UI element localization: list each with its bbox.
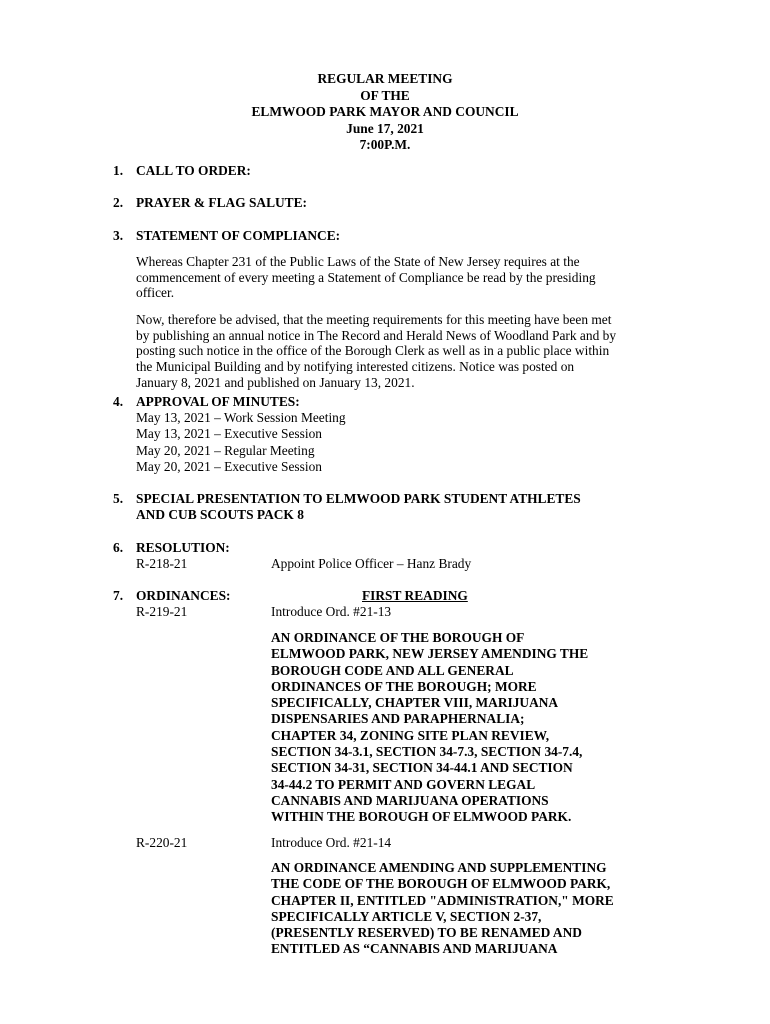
item-7-number: 7. [113, 588, 124, 603]
first-reading-heading: FIRST READING [362, 588, 468, 603]
minutes-entry: May 20, 2021 – Executive Session [136, 458, 322, 474]
ordinance-1-line: WITHIN THE BOROUGH OF ELMWOOD PARK. [271, 809, 572, 825]
compliance-p2-line: January 8, 2021 and published on January 13, 2021. [136, 374, 415, 390]
resolution-description: Appoint Police Officer – Hanz Brady [271, 556, 472, 571]
compliance-p2-line: by publishing an annual notice in The Record and Herald News of Woodland Park and by [136, 327, 617, 343]
ordinance-1-line: BOROUGH CODE AND ALL GENERAL [271, 662, 514, 678]
item-2-title: PRAYER & FLAG SALUTE: [136, 195, 307, 210]
ordinance-2-line: CHAPTER II, ENTITLED "ADMINISTRATION," MORE [271, 892, 614, 908]
minutes-entry: May 13, 2021 – Work Session Meeting [136, 410, 346, 425]
ordinance-2-line: SPECIFICALLY ARTICLE V, SECTION 2-37, [271, 908, 542, 924]
ordinance-2-intro: Introduce Ord. #21-14 [271, 835, 392, 850]
compliance-p1-line: Whereas Chapter 231 of the Public Laws of the State of New Jersey requires at the [136, 254, 580, 269]
ordinance-2-line: (PRESENTLY RESERVED) TO BE RENAMED AND [271, 925, 582, 941]
compliance-p2-line: Now, therefore be advised, that the meeting requirements for this meeting have been met [136, 312, 612, 327]
meeting-time: 7:00P.M. [359, 137, 411, 152]
item-6-number: 6. [113, 540, 124, 555]
resolution-code: R-218-21 [136, 556, 188, 571]
item-1-number: 1. [113, 163, 124, 178]
item-5-title-line-2: AND CUB SCOUTS PACK 8 [136, 507, 304, 522]
item-7-title: ORDINANCES: [136, 588, 231, 603]
meeting-date: June 17, 2021 [346, 120, 424, 136]
ordinance-1-line: ELMWOOD PARK, NEW JERSEY AMENDING THE [271, 646, 589, 662]
compliance-p2-line: posting such notice in the office of the Borough Clerk as well as in a public place within [136, 343, 610, 359]
ordinance-2-line: ENTITLED AS “CANNABIS AND MARIJUANA [271, 941, 558, 957]
ordinance-1-line: AN ORDINANCE OF THE BOROUGH OF [271, 630, 525, 645]
ordinance-1-line: SECTION 34-3.1, SECTION 34-7.3, SECTION 34-7.4, [271, 744, 583, 760]
compliance-p1-line: commencement of every meeting a Statement of Compliance be read by the presiding [136, 269, 596, 285]
item-5-number: 5. [113, 491, 124, 506]
item-4-title: APPROVAL OF MINUTES: [136, 394, 300, 409]
ordinance-2-code: R-220-21 [136, 835, 188, 850]
ordinance-1-line: SPECIFICALLY, CHAPTER VIII, MARIJUANA [271, 695, 559, 711]
ordinance-1-intro: Introduce Ord. #21-13 [271, 604, 392, 619]
ordinance-1-text [271, 630, 588, 826]
ordinance-1-code: R-219-21 [136, 604, 188, 619]
minutes-entry: May 20, 2021 – Regular Meeting [136, 442, 315, 458]
compliance-p2-line: the Municipal Building and by notifying interested citizens. Notice was posted on [136, 359, 575, 375]
ordinance-1-line: SECTION 34-31, SECTION 34-44.1 AND SECTION [271, 760, 573, 776]
header-line-1: REGULAR MEETING [317, 71, 453, 86]
compliance-paragraph-2 [136, 312, 696, 391]
item-3-number: 3. [113, 228, 124, 243]
ordinance-2-text [271, 860, 614, 958]
ordinance-1-line: CHAPTER 34, ZONING SITE PLAN REVIEW, [271, 727, 550, 743]
ordinance-2-line: THE CODE OF THE BOROUGH OF ELMWOOD PARK, [271, 876, 611, 892]
ordinance-2-line: AN ORDINANCE AMENDING AND SUPPLEMENTING [271, 860, 607, 875]
header-line-2: OF THE [360, 87, 410, 103]
minutes-list [136, 410, 346, 475]
compliance-paragraph-1 [136, 254, 696, 301]
item-3-title: STATEMENT OF COMPLIANCE: [136, 228, 341, 243]
ordinance-1-line: ORDINANCES OF THE BOROUGH; MORE [271, 678, 537, 694]
item-1-title: CALL TO ORDER: [136, 163, 251, 178]
ordinance-1-line: 34-44.2 TO PERMIT AND GOVERN LEGAL [271, 776, 536, 792]
item-6-title: RESOLUTION: [136, 540, 230, 555]
ordinance-1-line: CANNABIS AND MARIJUANA OPERATIONS [271, 792, 549, 808]
compliance-p1-line: officer. [136, 285, 175, 301]
item-4-number: 4. [113, 394, 124, 409]
item-5-title-line-1: SPECIAL PRESENTATION TO ELMWOOD PARK STUDENT ATHLETES [136, 491, 581, 506]
header-line-3: ELMWOOD PARK MAYOR AND COUNCIL [251, 104, 519, 119]
minutes-entry: May 13, 2021 – Executive Session [136, 426, 322, 442]
ordinance-1-line: DISPENSARIES AND PARAPHERNALIA; [271, 711, 525, 727]
item-2-number: 2. [113, 195, 124, 210]
meeting-header [0, 71, 770, 154]
